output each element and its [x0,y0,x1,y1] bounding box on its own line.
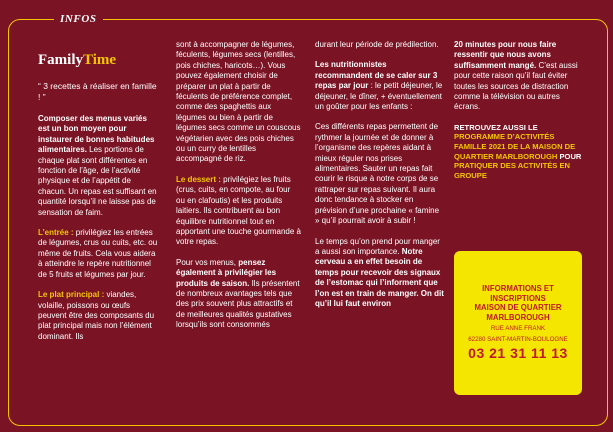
three-meals-bold: Les nutritionnistes recommandent de se caler sur 3 repas par jour [315,60,438,91]
seasonal-paragraph [176,258,301,331]
twenty-minutes-paragraph [454,40,582,113]
three-meals-paragraph [315,60,445,112]
rhythm-paragraph: Ces différents repas permettent de rythmer la journée et de donner à l’organisme des repères aidant à mieux réguler nos prises alimentaires. Sauter un repas fait courir le risque à notre corps de se rattraper sur repas suivant. Il aura donc tendance à stocker en prévision d’une prochaine « famine » qu’il pourrait avoir à subir ! [315,122,440,226]
family-time-logo [38,51,158,69]
time-bold: Notre cerveau a en effet besoin de temps pour recevoir des signaux de l’estomac qui l’informent que l’on est en train de manger. On dit qu’il lui faut environ [315,246,444,308]
contact-street: RUE ANNE FRANK [490,325,546,333]
tagline-quote: “ 3 recettes à réaliser en famille ! ” [38,81,157,102]
contact-box [454,251,582,395]
seasonal-text: Ils présentent de nombreux avantages tels que des prix souvent plus attractifs et de meilleures qualités gustatives lorsqu’ils sont consommés [176,278,300,330]
plat-label: Le plat principal : [38,290,105,300]
contact-title: INFORMATIONS ET INSCRIPTIONS [482,284,554,303]
program-activities: PRATIQUER DES ACTIVITÉS EN GROUPE [454,161,571,180]
twenty-minutes-bold: 20 minutes pour nous faire ressentir que nous avons suffisamment mangé. [454,40,557,70]
contact-place: MAISON DE QUARTIER MARLBOROUGH [474,303,562,322]
dessert-text: privilégiez les fruits (crus, cuits, en compote, au four ou en clafoutis) et les produits laitiers. Ils contribuent au bon équilibre nutritionnel tout en apportant une touche gourmande à votre repas. [176,174,301,247]
brand-family: Family [38,52,83,68]
time-paragraph [315,237,445,310]
column-1 [38,51,158,352]
program-mid: POUR [557,151,582,161]
dessert-label: Le dessert : [176,174,221,184]
column-4 [454,40,582,190]
intro-text: Les portions de chaque plat sont différentes en fonction de l’âge, de l’activité physique et de l’appétit de chacun. Un repas est suffisant en quantité lorsqu’il ne laisse pas de sensation de faim. [38,145,157,217]
entree-text: privilégiez les entrées de légumes, crus ou cuits, etc. ou même de fruits. Cela vous aidera à atteindre le repère nutritionnel de 5 fruits et légumes par jour. [38,228,158,279]
seasonal-intro: Pour vos menus, [176,257,239,267]
twenty-minutes-text: C’est aussi pour cette raison qu’il faut éviter toutes les sources de distraction comme la télévision ou autres écrans. [454,60,578,112]
program-name: PROGRAMME D’ACTIVITÉS FAMILLE 2021 DE LA MAISON DE QUARTIER MARLBOROUGH [454,132,576,161]
accompaniment-paragraph: sont à accompagner de légumes, féculents, légumes secs (lentilles, pois chiches, haricots…). Vous pouvez également choisir de préparer un plat à partir de féculents de préférence complet, comme des spaghettis aux légumes ou bien à partir de légumes secs comme un couscous végétarien avec des pois chiches ou un curry de lentilles accompagné de riz. [176,40,301,164]
column-2 [176,40,301,341]
dessert-paragraph [176,175,301,248]
brand-time: Time [83,52,117,68]
time-intro: Le temps qu’on prend pour manger a aussi son importance. [315,236,440,256]
contact-city: 62280 SAINT-MARTIN-BOULOGNE [468,336,568,344]
intro-bold: Composer des menus variés est un bon moyen pour instaurer de bonnes habitudes alimentaires. [38,114,155,155]
contact-phone: 03 21 31 11 13 [468,345,568,362]
intro-paragraph [38,114,158,218]
three-meals-text: : le petit déjeuner, le déjeuner, le dîner, + éventuellement un goûter pour les enfants : [315,81,443,112]
entree-label: L’entrée : [38,228,74,238]
seasonal-bold: pensez également à privilégier les produits de saison. [176,257,277,288]
period-paragraph: durant leur période de prédilection. [315,40,439,49]
column-3 [315,40,445,319]
entree-paragraph [38,228,158,280]
plat-text: viandes, volaille, poissons ou œufs peuvent être des composants du plat principal mais non l’élément dominant. Ils [38,290,155,341]
plat-paragraph [38,290,158,342]
program-intro: RETROUVEZ AUSSI LE [454,122,538,132]
section-title: INFOS [54,12,103,27]
program-callout [454,123,582,181]
